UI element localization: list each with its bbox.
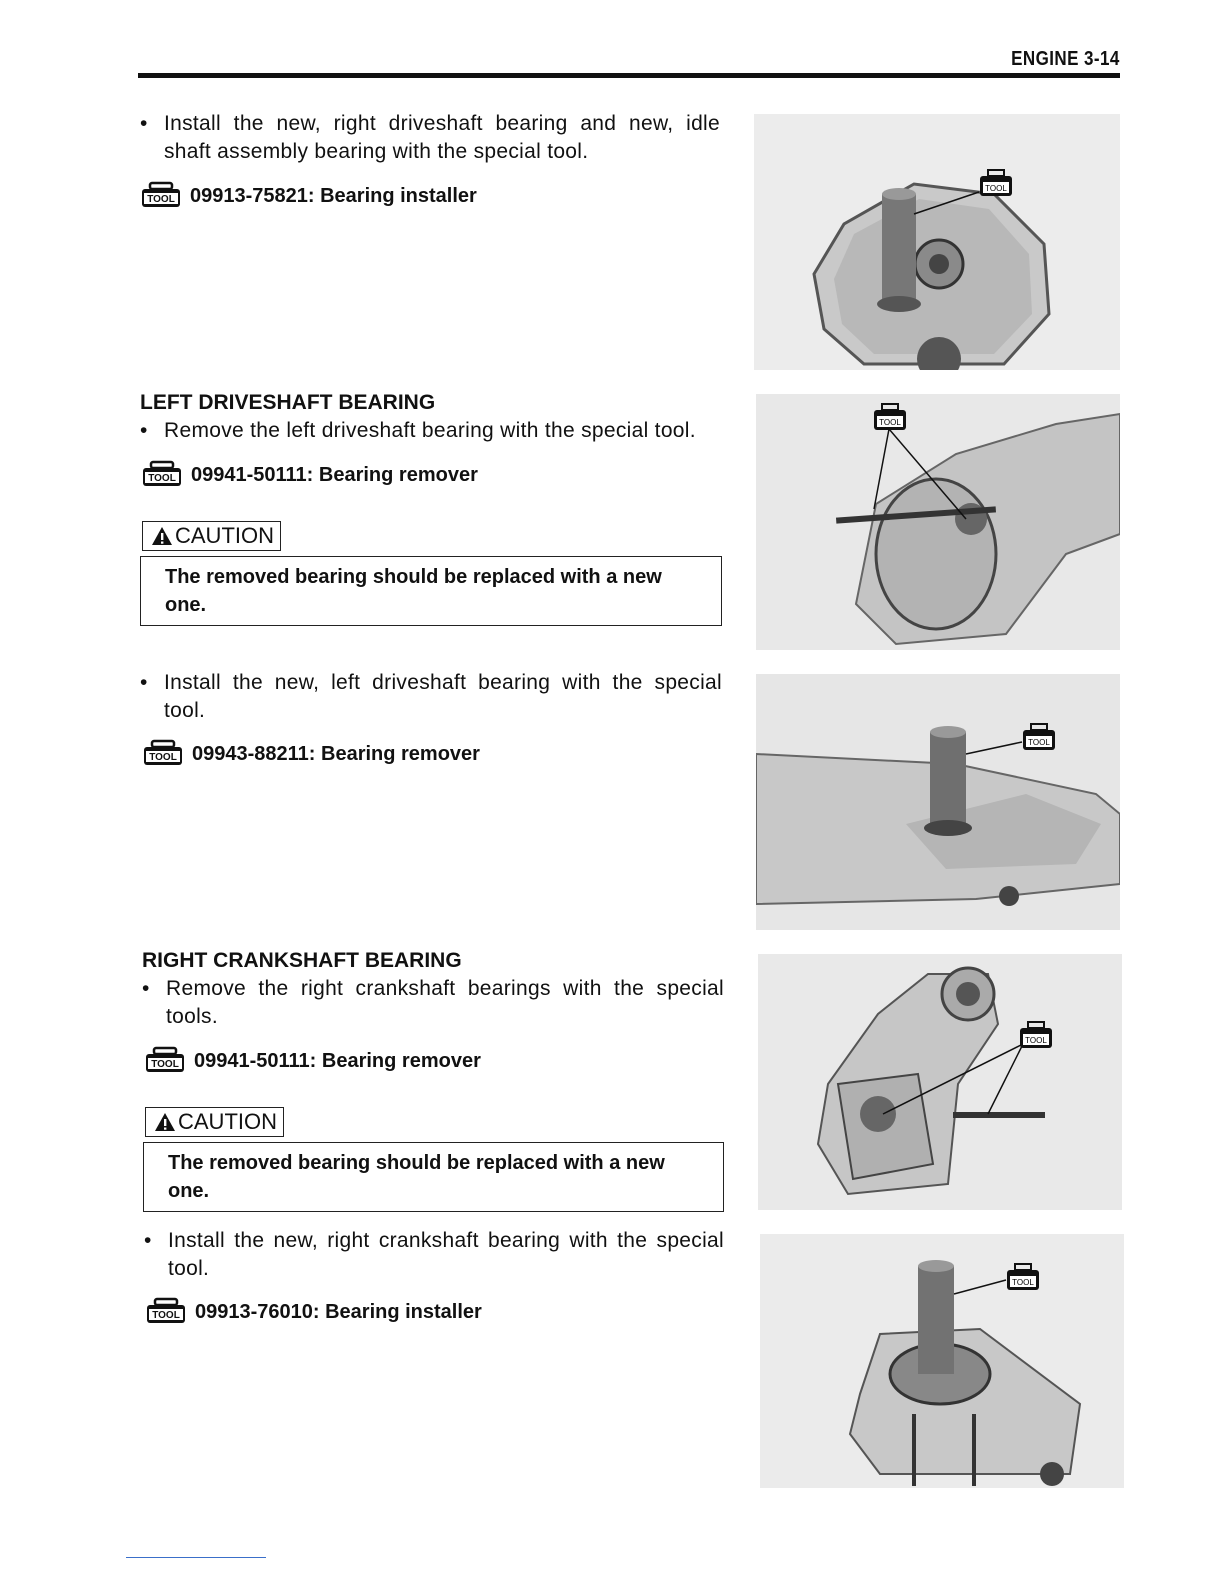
- header-rule: [138, 73, 1120, 78]
- svg-text:TOOL: TOOL: [1028, 738, 1050, 747]
- caution-word: CAUTION: [178, 1109, 277, 1134]
- svg-text:TOOL: TOOL: [1025, 1036, 1047, 1045]
- caution-label: [142, 521, 281, 551]
- section-heading: RIGHT CRANKSHAFT BEARING: [142, 949, 462, 972]
- svg-text:TOOL: TOOL: [1012, 1278, 1034, 1287]
- photo-left-driveshaft-install: [756, 674, 1120, 930]
- page-header: [138, 44, 1120, 78]
- instruction-text: Install the new, left driveshaft bearing with the special tool.: [164, 671, 722, 722]
- tool-icon: [142, 739, 184, 767]
- instruction-text: Install the new, right crankshaft bearing with the special tool.: [168, 1229, 724, 1280]
- svg-text:TOOL: TOOL: [152, 1310, 180, 1321]
- tool-icon: [144, 1046, 186, 1074]
- caution-word: CAUTION: [175, 523, 274, 548]
- instruction-text: Remove the right crankshaft bearings with the special tools.: [166, 977, 724, 1028]
- footer-rule: [126, 1557, 266, 1558]
- caution-label: [145, 1107, 284, 1137]
- tool-code: 09913-75821: Bearing installer: [190, 185, 477, 207]
- svg-text:TOOL: TOOL: [985, 184, 1007, 193]
- bullet-dot: •: [140, 671, 148, 694]
- caution-text-box: The removed bearing should be replaced with a new one.: [140, 556, 722, 626]
- svg-text:TOOL: TOOL: [148, 473, 176, 484]
- bullet-dot: •: [144, 1229, 152, 1252]
- bullet-dot: •: [140, 112, 148, 135]
- warning-triangle-icon: [151, 526, 173, 546]
- instruction-text: Install the new, right driveshaft bearing and new, idle shaft assembly bearing with the special tool.: [164, 112, 720, 163]
- page-title: ENGINE 3-14: [1011, 48, 1120, 70]
- photo-left-driveshaft-remove: [756, 394, 1120, 650]
- tool-icon: [141, 460, 183, 488]
- tool-code: 09941-50111: Bearing remover: [194, 1050, 481, 1072]
- tool-code: 09943-88211: Bearing remover: [192, 743, 480, 765]
- photo-right-crankshaft-install: [760, 1234, 1124, 1488]
- tool-code: 09941-50111: Bearing remover: [191, 464, 478, 486]
- section-heading: LEFT DRIVESHAFT BEARING: [140, 391, 436, 414]
- photo-right-driveshaft-install: [754, 114, 1120, 370]
- instruction-text: Remove the left driveshaft bearing with the special tool.: [164, 419, 696, 442]
- tool-code: 09913-76010: Bearing installer: [195, 1301, 482, 1323]
- tool-icon: [140, 181, 182, 209]
- bullet-dot: •: [142, 977, 150, 1000]
- bullet-dot: •: [140, 419, 148, 442]
- tool-icon: [145, 1297, 187, 1325]
- svg-text:TOOL: TOOL: [151, 1059, 179, 1070]
- photo-right-crankshaft-remove: [758, 954, 1122, 1210]
- svg-text:TOOL: TOOL: [147, 194, 175, 205]
- caution-text-box: The removed bearing should be replaced with a new one.: [143, 1142, 724, 1212]
- svg-text:TOOL: TOOL: [879, 418, 901, 427]
- warning-triangle-icon: [154, 1112, 176, 1132]
- svg-text:TOOL: TOOL: [149, 752, 177, 763]
